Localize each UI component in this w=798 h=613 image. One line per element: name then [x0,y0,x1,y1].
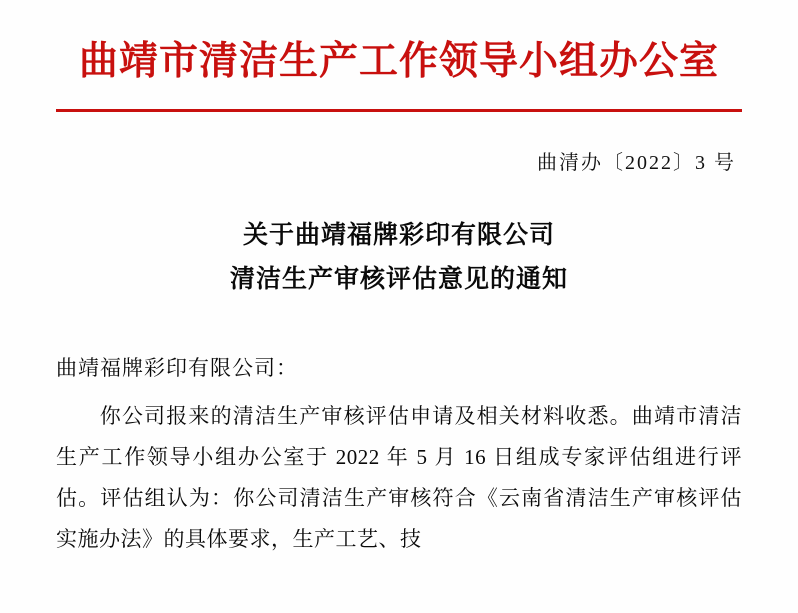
document-title [56,213,742,301]
document-body [56,396,742,560]
document-title-line-1: 关于曲靖福牌彩印有限公司 [242,219,555,249]
document-number: 曲清办〔2022〕3 号 [537,151,736,174]
document-salutation: 曲靖福牌彩印有限公司： [56,356,298,381]
document-body-paragraph: 你公司报来的清洁生产审核评估申请及相关材料收悉。曲靖市清洁生产工作领导小组办公室于 2022 年 5 月 16 日组成专家评估组进行评估。评估组认为：你公司清洁生产审核符合《云南省清洁生产审核评估实施办法》的具体要求，生产工艺、技 [56,404,742,552]
document-masthead: 曲靖市清洁生产工作领导小组办公室 [78,38,719,84]
document-title-line-2: 清洁生产审核评估意见的通知 [229,263,568,293]
red-divider-rule [56,109,742,112]
